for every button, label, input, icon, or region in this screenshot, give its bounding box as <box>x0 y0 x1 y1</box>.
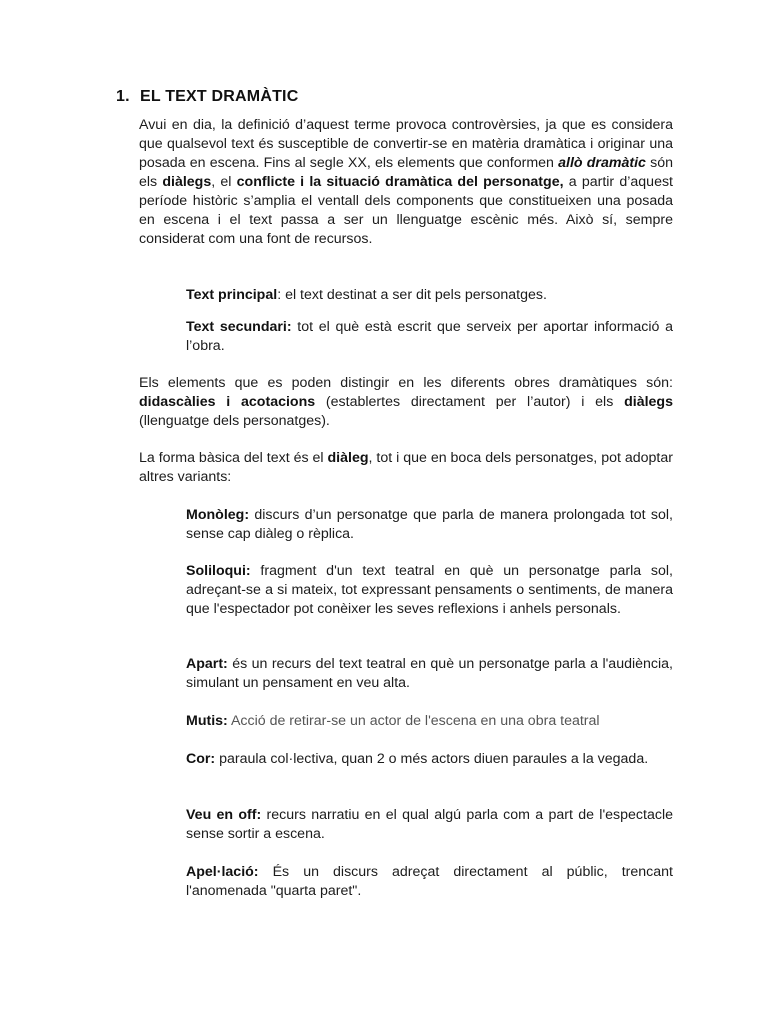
intro-text-2: són els <box>139 155 673 190</box>
forma-paragraph <box>139 449 673 487</box>
definition-desc: : el text destinat a ser dit pels personatges. <box>277 287 547 303</box>
intro-paragraph <box>139 116 673 249</box>
variant-term: Soliloqui: <box>186 563 251 579</box>
variant-apart <box>186 655 673 693</box>
elements-paragraph <box>139 374 673 431</box>
variant-monoleg <box>186 506 673 544</box>
elements-text-2: (establertes directament per l’autor) i els <box>315 394 625 410</box>
intro-text-1: Avui en dia, la definició d’aquest terme provoca controvèrsies, ja que es considera que qualsevol text és susceptible de convertir-se en matèria dramàtica i originar una posada en escena. Fins al segle XX, els elements que conformen <box>139 117 673 171</box>
definition-text-secundari <box>186 318 673 356</box>
elements-text-1: Els elements que es poden distingir en les diferents obres dramàtiques són: <box>139 375 673 391</box>
section-number: 1. <box>116 88 130 105</box>
definition-term: Text principal <box>186 287 278 303</box>
definition-text-principal <box>186 286 673 305</box>
variant-term: Veu en off: <box>186 807 262 823</box>
elements-bold-didascalies: didascàlies i acotacions <box>139 394 316 410</box>
intro-text-4: a partir d’aquest període històric s’amplia el ventall dels components que constitueixen una posada en escena i el text passa a ser un llenguatge escènic més. Això sí, sempre considerat com una font de recursos. <box>139 174 673 247</box>
forma-text-1: La forma bàsica del text és el <box>139 450 328 466</box>
variant-veu-en-off <box>186 806 673 844</box>
variant-desc: Acció de retirar-se un actor de l'escena en una obra teatral <box>227 713 600 729</box>
forma-bold-dialeg: diàleg <box>327 450 369 466</box>
variant-desc: és un recurs del text teatral en què un personatge parla a l'audiència, simulant un pensament en veu alta. <box>186 656 673 691</box>
variant-cor <box>186 750 673 769</box>
variant-desc: recurs narratiu en el qual algú parla com a part de l'espectacle sense sortir a escena. <box>186 807 673 842</box>
section-heading <box>116 88 298 106</box>
variant-desc: És un discurs adreçat directament al públic, trencant l'anomenada "quarta paret". <box>186 864 673 899</box>
forma-text-2: , tot i que en boca dels personatges, pot adoptar altres variants: <box>139 450 673 485</box>
variant-soliloqui <box>186 562 673 619</box>
variant-apel-lacio <box>186 863 673 901</box>
variant-desc: fragment d'un text teatral en què un personatge parla sol, adreçant-se a si mateix, tot expressant pensaments o sentiments, de manera que l'espectador pot conèixer les seves reflexions i anhels personals. <box>186 563 673 617</box>
intro-bold-dialegs: diàlegs <box>162 174 212 190</box>
definition-desc: tot el què està escrit que serveix per aportar informació a l’obra. <box>186 319 673 354</box>
variant-mutis <box>186 712 673 731</box>
variant-desc: discurs d’un personatge que parla de manera prolongada tot sol, sense cap diàleg o rèplica. <box>186 507 673 542</box>
variant-term: Apart: <box>186 656 228 672</box>
variant-term: Apel·lació: <box>186 864 259 880</box>
elements-text-3: (llenguatge dels personatges). <box>139 413 330 429</box>
variant-term: Mutis: <box>186 713 228 729</box>
intro-text-3: , el <box>211 174 237 190</box>
variant-term: Monòleg: <box>186 507 250 523</box>
variant-desc: paraula col·lectiva, quan 2 o més actors diuen paraules a la vegada. <box>215 751 649 767</box>
section-title: EL TEXT DRAMÀTIC <box>140 88 299 105</box>
intro-emphasis-allo-dramatic: allò dramàtic <box>558 155 646 171</box>
definition-term: Text secundari: <box>186 319 292 335</box>
intro-bold-conflicte: conflicte i la situació dramàtica del personatge, <box>236 174 564 190</box>
variant-term: Cor: <box>186 751 216 767</box>
elements-bold-dialegs: diàlegs <box>624 394 673 410</box>
